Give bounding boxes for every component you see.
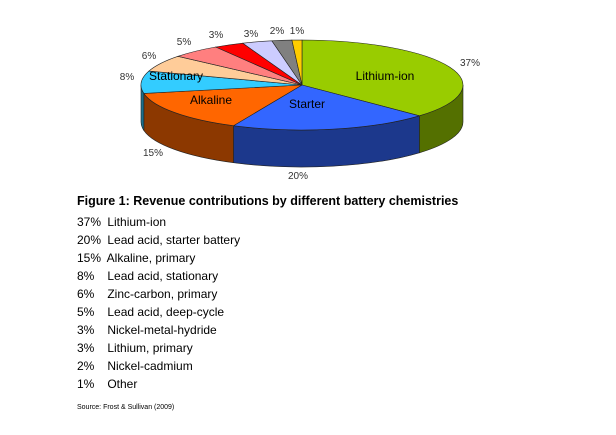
pct-label-nickel-metal-hydride: 3% bbox=[208, 30, 224, 41]
pct-label-lithium-ion: 37% bbox=[459, 58, 481, 69]
pct-label-alkaline: 15% bbox=[142, 148, 164, 159]
pct-label-starter: 20% bbox=[287, 171, 309, 182]
legend-pct: 1% bbox=[77, 377, 95, 391]
legend-pct: 15% bbox=[77, 251, 102, 265]
legend-text: Nickel-metal-hydride bbox=[107, 323, 217, 337]
pct-label-deep-cycle: 5% bbox=[176, 37, 192, 48]
slice-label-lithium-ion: Lithium-ion bbox=[355, 69, 415, 83]
legend-item bbox=[77, 267, 240, 285]
legend-pct: 3% bbox=[77, 341, 95, 355]
pct-label-stationary: 8% bbox=[119, 72, 135, 83]
legend-text: Lead acid, stationary bbox=[107, 269, 219, 283]
legend-pct: 2% bbox=[77, 359, 95, 373]
legend-text: Alkaline, primary bbox=[106, 251, 196, 265]
legend-item bbox=[77, 339, 240, 357]
legend-text: Nickel-cadmium bbox=[107, 359, 193, 373]
pie-chart bbox=[0, 0, 616, 190]
legend-text: Lead acid, starter battery bbox=[107, 233, 241, 247]
legend-text: Other bbox=[107, 377, 138, 391]
legend-item bbox=[77, 375, 240, 393]
slice-label-stationary: Stationary bbox=[148, 69, 204, 83]
pie-top-slices bbox=[141, 40, 463, 130]
legend-text: Lithium, primary bbox=[107, 341, 193, 355]
legend-item bbox=[77, 231, 240, 249]
legend-item bbox=[77, 303, 240, 321]
legend-pct: 3% bbox=[77, 323, 95, 337]
pct-label-other: 1% bbox=[289, 26, 305, 37]
legend-pct: 37% bbox=[77, 215, 102, 229]
legend-text: Lithium-ion bbox=[107, 215, 167, 229]
legend-item bbox=[77, 249, 240, 267]
slice-label-starter: Starter bbox=[288, 97, 326, 111]
pct-label-zinc-carbon: 6% bbox=[141, 51, 157, 62]
legend-item bbox=[77, 357, 240, 375]
legend-pct: 20% bbox=[77, 233, 102, 247]
legend-list bbox=[77, 213, 240, 393]
figure-caption: Figure 1: Revenue contributions by different battery chemistries bbox=[77, 194, 459, 208]
slice-label-alkaline: Alkaline bbox=[189, 93, 233, 107]
legend-text: Zinc-carbon, primary bbox=[107, 287, 218, 301]
legend-text: Lead acid, deep-cycle bbox=[107, 305, 225, 319]
pct-label-nickel-cadmium: 2% bbox=[269, 26, 285, 37]
legend-item bbox=[77, 285, 240, 303]
pct-label-lithium-primary: 3% bbox=[243, 29, 259, 40]
legend-item bbox=[77, 213, 240, 231]
legend-pct: 8% bbox=[77, 269, 95, 283]
legend-pct: 6% bbox=[77, 287, 95, 301]
source-note: Source: Frost & Sullivan (2009) bbox=[77, 404, 175, 411]
legend-item bbox=[77, 321, 240, 339]
legend-pct: 5% bbox=[77, 305, 95, 319]
